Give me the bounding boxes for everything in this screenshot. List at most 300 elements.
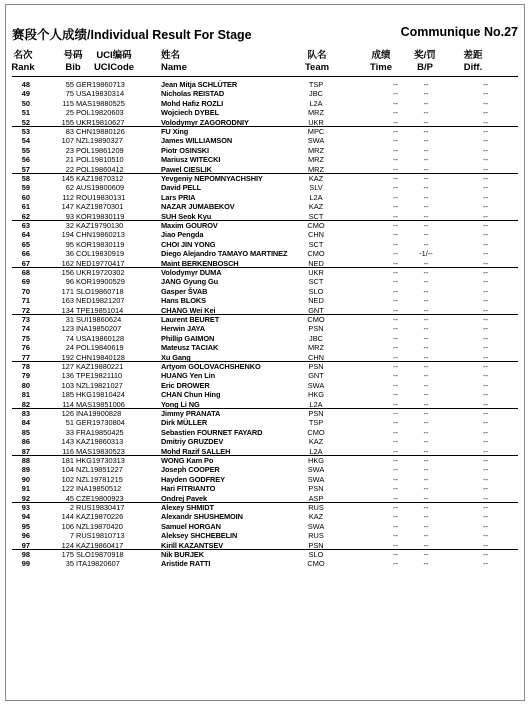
cell-name: Gasper ŠVAB [161,286,208,296]
communique-number: Communique No.27 [400,25,518,39]
cell-name: Xu Gang [161,352,191,362]
cell-uci: INA19850512 [76,484,122,494]
cell-time: -- [393,371,398,381]
cell-team: SWA [307,521,325,531]
cell-bp: -- [423,164,429,174]
cell-rank: 76 [21,343,30,353]
cell-team: MRZ [307,145,324,155]
cell-bib: 106 [61,521,74,531]
cell-bib: 116 [62,446,74,456]
cell-bp: -- [423,399,429,409]
cell-name: Yevgeniy NEPOMNYACHSHIY [161,174,263,183]
cell-bib: 144 [61,512,74,522]
cell-team: ASP [308,493,324,503]
cell-bib: 107 [61,136,74,146]
cell-uci: ROU19830131 [76,192,126,202]
cell-diff: -- [483,89,488,99]
cell-time: -- [393,98,398,108]
cell-bib: 102 [61,474,74,484]
cell-rank: 89 [21,465,30,475]
cell-team: SWA [307,474,325,484]
cell-bp: -- [423,192,429,202]
cell-bp: -- [423,296,429,306]
cell-team: NED [308,296,324,306]
cell-uci: KOR19830119 [76,239,125,249]
cell-team: PSN [308,324,324,334]
cell-name: Hayden GODFREY [161,474,225,484]
cell-uci: ITA19820607 [76,559,120,569]
table-row [0,531,532,540]
cell-bib: 96 [65,277,74,287]
cell-name: Nik BURJEK [161,550,204,559]
cell-team: SLV [309,183,323,193]
cell-bib: 162 [61,258,74,268]
cell-diff: -- [483,230,488,240]
cell-team: CHN [307,352,324,362]
table-row [0,136,532,145]
table-row [0,324,532,333]
cell-rank: 77 [21,352,30,362]
cell-team: KAZ [308,202,324,212]
cell-diff: -- [483,164,488,174]
cell-rank: 80 [21,380,30,390]
cell-team: TSP [308,418,324,428]
table-row [0,362,532,371]
cell-name: Dmitriy GRUZDEV [161,437,224,447]
cell-team: GNT [308,371,324,381]
table-row [0,165,532,174]
cell-rank: 78 [21,362,30,371]
cell-bp: -- [423,343,429,353]
cell-team: PSN [308,362,324,371]
cell-name: Mateusz TACIAK [161,343,219,353]
cell-rank: 94 [21,512,30,522]
cell-bib: 23 [65,145,74,155]
cell-uci: POL19861209 [76,145,124,155]
cell-name: Herwin JAYA [161,324,205,334]
cell-bib: 127 [61,362,74,371]
table-row [0,437,532,446]
cell-bp: -- [423,446,429,456]
cell-name: Hari FITRIANTO [161,484,216,494]
cell-time: -- [393,315,398,324]
cell-uci: NZL19821027 [76,380,123,390]
table-row [0,277,532,286]
cell-diff: -- [483,512,488,522]
cell-team: KAZ [308,512,324,522]
cell-time: -- [393,296,398,306]
cell-time: -- [393,512,398,522]
cell-team: CMO [307,249,325,259]
cell-uci: KAZ19790130 [76,221,124,230]
cell-team: HKG [307,390,324,400]
cell-team: MPC [307,127,325,136]
cell-bib: 31 [65,315,74,324]
table-row [0,353,532,362]
cell-rank: 83 [21,409,30,418]
cell-rank: 48 [21,80,30,89]
cell-bp: -- [423,183,429,193]
table-row [0,193,532,202]
cell-team: SWA [307,465,325,475]
cell-name: Artyom GOLOVACHSHENKO [161,362,261,371]
table-row [0,475,532,484]
cell-bib: 156 [61,268,74,277]
cell-time: -- [393,136,398,146]
cell-name: James WILLIAMSON [161,136,233,146]
cell-bib: 75 [65,89,74,99]
table-row [0,559,532,568]
cell-uci: CHN19860213 [76,230,125,240]
cell-uci: CHN19880126 [76,127,125,136]
cell-bib: 104 [61,465,74,475]
cell-uci: POL19860412 [76,164,124,174]
cell-time: -- [393,155,398,165]
table-row [0,108,532,117]
cell-diff: -- [483,540,488,550]
cell-uci: KAZ19870312 [76,174,124,183]
cell-time: -- [393,258,398,268]
cell-team: L2A [309,192,323,202]
cell-uci: HKG19810424 [76,390,125,400]
header-team [302,50,332,74]
cell-diff: -- [483,108,488,118]
cell-rank: 85 [21,427,30,437]
cell-rank: 93 [21,503,30,512]
cell-rank: 70 [21,286,30,296]
cell-bib: 115 [62,98,74,108]
cell-team: UKR [308,117,324,127]
cell-time: -- [393,521,398,531]
cell-rank: 81 [21,390,30,400]
cell-name: WONG Kam Po [161,456,214,465]
cell-team: SWA [307,136,325,146]
cell-bib: 122 [61,484,74,494]
cell-name: Sebastien FOURNET FAYARD [161,427,263,437]
cell-time: -- [393,211,398,221]
cell-bp: -- [423,239,429,249]
cell-time: -- [393,117,398,127]
cell-bib: 95 [65,239,74,249]
cell-name: Pawel CIESLIK [161,164,212,174]
cell-diff: -- [483,211,488,221]
cell-uci: NZL19890327 [76,136,123,146]
table-row [0,428,532,437]
cell-time: -- [393,305,398,315]
cell-rank: 54 [21,136,30,146]
cell-bp: -- [423,559,429,569]
cell-rank: 74 [21,324,30,334]
table-row [0,174,532,183]
cell-diff: -- [483,117,488,127]
cell-time: -- [393,249,398,259]
table-row [0,259,532,268]
cell-team: SCT [308,277,324,287]
cell-diff: -- [483,484,488,494]
cell-bib: 143 [61,437,74,447]
header-rank-cn: 名次 [13,50,33,61]
table-row [0,221,532,230]
cell-uci: KAZ19880221 [76,362,124,371]
cell-bp: -- [423,437,429,447]
header-diff [458,50,488,74]
cell-diff: -- [483,155,488,165]
cell-rank: 97 [21,540,30,550]
cell-name: Aristide RATTI [161,559,211,569]
cell-name: Ondrej Pavek [161,493,208,503]
table-row [0,447,532,456]
table-row [0,381,532,390]
cell-rank: 95 [21,521,30,531]
cell-diff: -- [483,456,488,465]
cell-bp: -- [423,268,429,277]
cell-rank: 67 [21,258,30,268]
cell-name: Mohd Hafiz ROZLI [161,98,224,108]
cell-time: -- [393,192,398,202]
cell-uci: NED19821207 [76,296,125,306]
cell-bib: 145 [61,174,74,183]
cell-name: Mohd Razif SALLEH [161,446,231,456]
cell-diff: -- [483,343,488,353]
cell-name: Kirill KAZANTSEV [161,540,224,550]
cell-bib: 181 [61,456,74,465]
cell-name: Hans BLOKS [161,296,206,306]
cell-bp: -- [423,531,429,541]
cell-uci: MAS19880525 [76,98,125,108]
header-name-cn: 姓名 [161,50,181,61]
cell-time: -- [393,183,398,193]
cell-time: -- [393,427,398,437]
cell-name: Aleksey SHCHEBELIN [161,531,238,541]
cell-uci: FRA19850425 [76,427,124,437]
cell-team: GNT [308,305,324,315]
cell-bp: -- [423,371,429,381]
cell-bp: -- [423,145,429,155]
cell-name: Maint BERKENBOSCH [161,258,239,268]
cell-bp: -- [423,286,429,296]
cell-bp: -- [423,427,429,437]
cell-bp: -- [423,305,429,315]
cell-diff: -- [483,183,488,193]
cell-bp: -- [423,512,429,522]
cell-bp: -- [423,333,429,343]
cell-name: David PELL [161,183,202,193]
cell-bib: 124 [61,540,74,550]
cell-rank: 90 [21,474,30,484]
cell-bp: -- [423,390,429,400]
cell-diff: -- [483,174,488,183]
header-bp-en: B/P [417,62,433,73]
cell-bp: -- [423,362,429,371]
cell-time: -- [393,239,398,249]
cell-name: Lars PRIA [161,192,196,202]
table-row [0,315,532,324]
cell-time: -- [393,503,398,512]
cell-time: -- [393,390,398,400]
table-row [0,400,532,409]
cell-bib: 136 [61,371,74,381]
cell-bib: 134 [61,305,74,315]
cell-diff: -- [483,268,488,277]
header-name-en: Name [161,62,187,73]
cell-name: FU Xing [161,127,189,136]
cell-time: -- [393,164,398,174]
cell-bp: -- [423,324,429,334]
cell-bib: 2 [69,503,74,512]
table-row [0,371,532,380]
document-title: 赛段个人成绩/Individual Result For Stage [12,28,252,42]
table-row [0,212,532,221]
cell-time: -- [393,380,398,390]
cell-rank: 49 [21,89,30,99]
cell-team: KAZ [308,174,324,183]
cell-diff: -- [483,371,488,381]
cell-diff: -- [483,202,488,212]
cell-bib: 192 [61,352,74,362]
cell-diff: -- [483,418,488,428]
cell-rank: 68 [21,268,30,277]
cell-uci: GER19730804 [76,418,125,428]
cell-time: -- [393,352,398,362]
header-bib-en: Bib [65,62,81,73]
table-row [0,541,532,550]
cell-time: -- [393,108,398,118]
cell-uci: TPE19821110 [76,371,123,381]
cell-diff: -- [483,80,488,89]
table-row [0,465,532,474]
header-name [161,50,187,74]
cell-uci: HKG19730313 [76,456,125,465]
cell-time: -- [393,362,398,371]
cell-team: SCT [308,211,324,221]
cell-diff: -- [483,409,488,418]
cell-diff: -- [483,427,488,437]
cell-time: -- [393,174,398,183]
cell-uci: GER19860713 [76,80,125,89]
cell-time: -- [393,333,398,343]
cell-rank: 59 [21,183,30,193]
cell-diff: -- [483,98,488,108]
cell-name: Samuel HORGAN [161,521,221,531]
cell-name: Dirk MÜLLER [161,418,208,428]
cell-team: CMO [307,221,325,230]
cell-bp: -- [423,550,429,559]
cell-uci: KAZ19870301 [76,202,124,212]
cell-name: Jimmy PRANATA [161,409,221,418]
cell-rank: 60 [21,192,30,202]
cell-time: -- [393,409,398,418]
cell-bp: -- [423,277,429,287]
table-row [0,334,532,343]
cell-bp: -- [423,108,429,118]
cell-time: -- [393,230,398,240]
cell-bib: 32 [65,221,74,230]
table-row [0,390,532,399]
cell-diff: -- [483,145,488,155]
cell-rank: 84 [21,418,30,428]
cell-diff: -- [483,305,488,315]
cell-bib: 175 [61,550,74,559]
cell-name: Phillip GAIMON [161,333,215,343]
cell-team: MRZ [307,343,324,353]
cell-bib: 33 [65,427,74,437]
cell-team: CMO [307,427,325,437]
cell-diff: -- [483,192,488,202]
table-row [0,484,532,493]
cell-diff: -- [483,465,488,475]
cell-bp: -- [423,98,429,108]
cell-time: -- [393,418,398,428]
table-row [0,240,532,249]
cell-uci: NZL19851227 [76,465,123,475]
cell-name: CHANG Wei Kei [161,305,216,315]
header-time-en: Time [369,62,392,73]
cell-bp: -- [423,117,429,127]
header-bib-cn: 号码 [63,50,83,61]
cell-name: Jean Mitja SCHLÜTER [161,80,238,89]
cell-time: -- [393,145,398,155]
cell-rank: 62 [21,211,30,221]
cell-name: Alexey SHMIDT [161,503,214,512]
cell-diff: -- [483,239,488,249]
cell-diff: -- [483,399,488,409]
cell-rank: 51 [21,108,30,118]
cell-diff: -- [483,286,488,296]
cell-time: -- [393,484,398,494]
cell-name: Jiao Pengda [161,230,204,240]
table-row [0,249,532,258]
cell-time: -- [393,559,398,569]
cell-bib: 36 [65,249,74,259]
cell-team: KAZ [308,437,324,447]
cell-bib: 45 [65,493,74,503]
cell-uci: POL19820603 [76,108,124,118]
cell-diff: -- [483,324,488,334]
cell-name: Joseph COOPER [161,465,220,475]
table-row [0,296,532,305]
cell-bp: -- [423,221,429,230]
header-team-cn: 队名 [307,50,327,61]
cell-team: PSN [308,540,324,550]
cell-rank: 50 [21,98,30,108]
cell-time: -- [393,80,398,89]
cell-time: -- [393,446,398,456]
cell-bib: 194 [61,230,74,240]
cell-rank: 86 [21,437,30,447]
cell-team: SWA [307,380,325,390]
table-row [0,268,532,277]
cell-uci: KOR19900529 [76,277,125,287]
cell-name: Volodymyr DUMA [161,268,222,277]
table-row [0,146,532,155]
cell-diff: -- [483,446,488,456]
cell-diff: -- [483,521,488,531]
cell-bp: -- [423,80,429,89]
cell-diff: -- [483,390,488,400]
cell-time: -- [393,89,398,99]
cell-rank: 61 [21,202,30,212]
table-row [0,99,532,108]
cell-name: JANG Gyung Gu [161,277,219,287]
cell-rank: 69 [21,277,30,287]
cell-team: RUS [308,503,324,512]
cell-bib: 74 [65,333,74,343]
table-row [0,522,532,531]
cell-diff: -- [483,136,488,146]
header-rule [12,76,518,77]
cell-diff: -- [483,503,488,512]
cell-team: CHN [307,230,324,240]
